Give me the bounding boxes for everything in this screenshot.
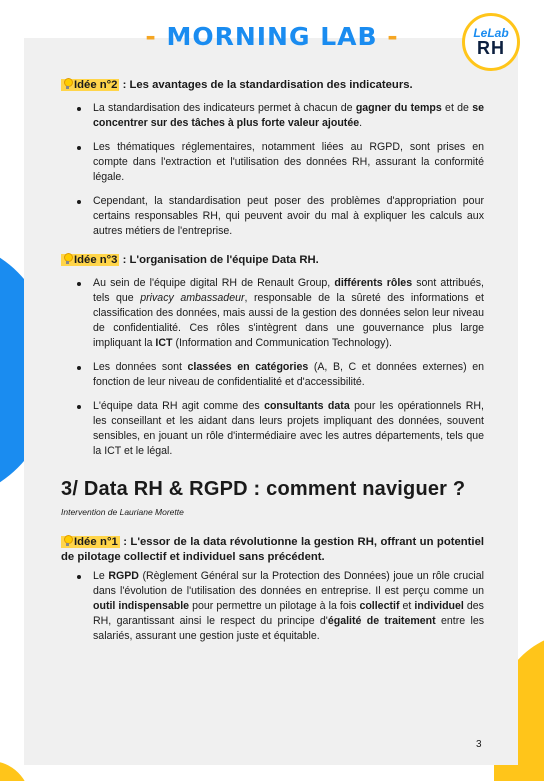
- bold-run: RGPD: [108, 570, 139, 582]
- idea-1-tag: Idée n°1: [74, 536, 118, 548]
- bold-run: différents rôles: [334, 277, 413, 289]
- page-number: 3: [476, 739, 482, 750]
- list-item: [61, 276, 484, 351]
- text-run: et de: [441, 102, 473, 114]
- bold-run: consultants data: [264, 400, 350, 412]
- idea-1-title: : L'essor de la data révolutionne la gestion RH, offrant un potentiel de pilotage collectif et individuel sans précédent.: [61, 536, 484, 563]
- text-run: La standardisation des indicateurs permet à chacun de: [93, 102, 356, 114]
- text-run: sont attribués, tels que: [93, 277, 484, 304]
- title-dash-left: -: [145, 22, 157, 51]
- idea-1-list: [61, 569, 484, 644]
- title-text: MORNING LAB: [166, 22, 378, 51]
- bold-run: collectif: [359, 600, 400, 612]
- idea-2-heading: [61, 78, 484, 93]
- text-run: Le: [93, 570, 109, 582]
- idea-3-heading: [61, 253, 484, 268]
- text-run: .: [359, 117, 363, 129]
- logo-line2: RH: [477, 38, 505, 58]
- document-body: [61, 78, 484, 653]
- text-run: (Règlement Général sur la Protection des Données) joue un rôle crucial dans l'évolution de l'utilisation des données en entreprise. Il est perçu comme un: [93, 570, 484, 597]
- idea-2-tag-highlight: [61, 79, 119, 91]
- text-run: des RH, garantissant ainsi le respect du principe d': [93, 600, 484, 627]
- idea-2-tag: Idée n°2: [74, 79, 118, 91]
- list-item: [61, 360, 484, 390]
- text-run: L'équipe data RH agit comme des: [93, 400, 265, 412]
- lightbulb-icon: [63, 253, 72, 264]
- idea-3-tag: Idée n°3: [74, 254, 118, 266]
- idea-2-list: [61, 101, 484, 239]
- list-item: [61, 569, 484, 644]
- lelab-rh-logo: [462, 13, 520, 71]
- intervention-byline: Intervention de Lauriane Morette: [61, 507, 184, 517]
- text-run: (A, B, C et données externes) en fonction de leur niveau de confidentialité et d'accessibilité.: [93, 361, 484, 388]
- list-item: [61, 399, 484, 459]
- text-run: Au sein de l'équipe digital RH de Renault Group,: [93, 277, 335, 289]
- logo-line1: LeLab: [473, 26, 509, 40]
- bold-run: gagner du temps: [355, 102, 442, 114]
- lightbulb-icon: [63, 78, 72, 89]
- list-item: Les thématiques réglementaires, notamment liées au RGPD, sont prises en compte dans l'extraction et l'utilisation des données RH, assurant la conformité légale.: [61, 140, 484, 185]
- bold-run: se concentrer sur des tâches à plus forte valeur ajoutée: [93, 102, 484, 129]
- title-dash-right: -: [387, 22, 399, 51]
- italic-run: privacy ambassadeur: [140, 292, 245, 304]
- text-run: (Information and Communication Technology).: [172, 337, 392, 349]
- idea-1-heading: [61, 535, 484, 565]
- idea-3-tag-highlight: [61, 254, 119, 266]
- text-run: entre les salariés, assurant une gestion juste et équitable.: [93, 615, 485, 642]
- bold-run: outil indispensable: [93, 600, 190, 612]
- text-run: pour les opérationnels RH, les conseillant et les aidant dans leurs projets impliquant des données, souvent sensibles, en jouant un rôle d'intermédiaire avec les autres départements, tels que la ICT et le légal.: [93, 400, 484, 457]
- lightbulb-icon: [63, 535, 72, 546]
- idea-3-list: [61, 276, 484, 459]
- list-item: [61, 101, 484, 131]
- bold-run: ICT: [155, 337, 173, 349]
- bold-run: classées en catégories: [187, 361, 309, 373]
- list-item: Cependant, la standardisation peut poser des problèmes d'appropriation pour certains responsables RH, qui peuvent avoir du mal à expliquer les calculs aux autres métiers de l'entreprise.: [61, 194, 484, 239]
- idea-2-title: : Les avantages de la standardisation des indicateurs.: [119, 79, 413, 91]
- idea-3-title: : L'organisation de l'équipe Data RH.: [119, 254, 319, 266]
- text-run: Les données sont: [93, 361, 188, 373]
- idea-1-tag-highlight: [61, 536, 120, 548]
- text-run: , responsable de la sûreté des informations et classification des données, mais aussi de la gestion des données selon leur niveau de confidentialité. Ces rôles s'intègrent dans une gouvernance plus large impliquant la: [93, 292, 484, 349]
- text-run: et: [399, 600, 415, 612]
- bold-run: égalité de traitement: [327, 615, 436, 627]
- section-3-title: 3/ Data RH & RGPD : comment naviguer ?: [61, 478, 466, 500]
- text-run: pour permettre un pilotage à la fois: [189, 600, 360, 612]
- bold-run: individuel: [414, 600, 464, 612]
